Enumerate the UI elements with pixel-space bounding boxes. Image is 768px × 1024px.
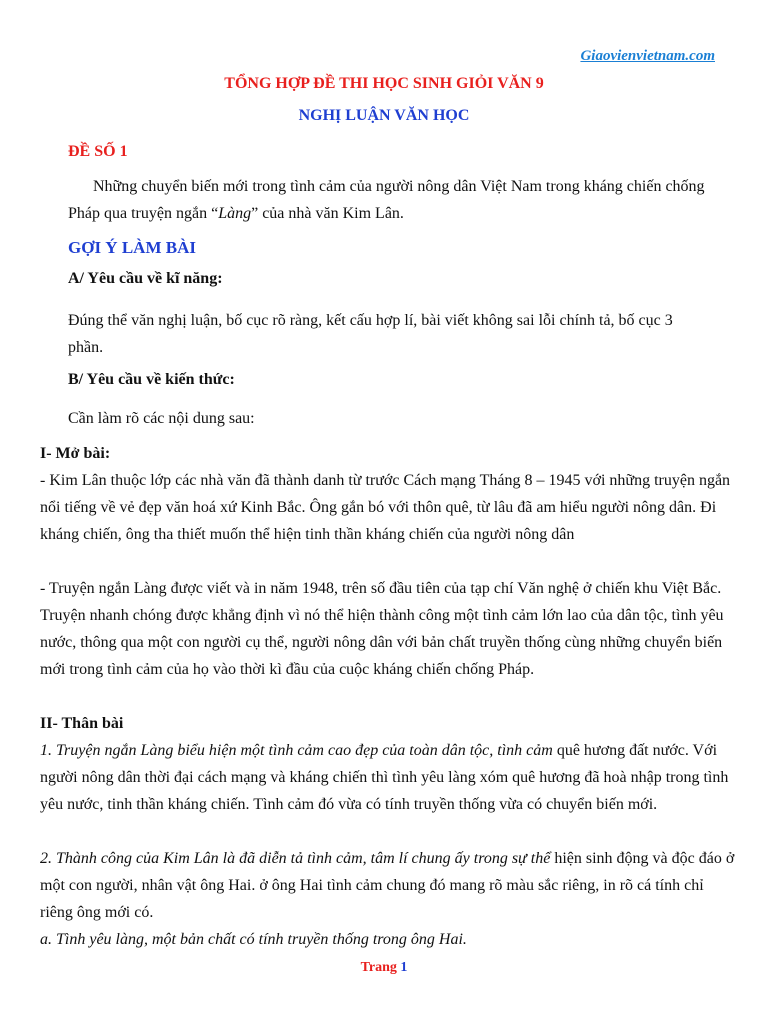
document-title: TỔNG HỢP ĐỀ THI HỌC SINH GIỎI VĂN 9 bbox=[224, 75, 544, 92]
body-item-a: a. Tình yêu làng, một bản chất có tính truyền thống trong ông Hai. bbox=[40, 931, 467, 948]
skills-text: Đúng thể văn nghị luận, bố cục rõ ràng, kết cấu hợp lí, bài viết không sai lỗi chính tả, bố cục 3 phần. bbox=[68, 312, 673, 356]
body-item-2: 2. Thành công của Kim Lân là đã diễn tả tình cảm, tâm lí chung ấy trong sự thể hiện sinh động và độc đáo ở một con người, nhân vật ông Hai. ở ông Hai tình cảm chung đó mang rõ màu sắc riêng, in rõ cá tính chỉ riêng ông mới có. bbox=[40, 850, 735, 921]
page-footer bbox=[0, 960, 768, 976]
page-label: Trang bbox=[360, 960, 397, 975]
page-number: 1 bbox=[400, 960, 408, 975]
intro-heading: I- Mở bài: bbox=[40, 445, 111, 462]
exam-label: ĐỀ SỐ 1 bbox=[68, 143, 128, 160]
intro-paragraph-2: - Truyện ngắn Làng được viết và in năm 1948, trên số đầu tiên của tạp chí Văn nghệ ở chiến khu Việt Bắc. Truyện nhanh chóng được khẳng định vì nó thể hiện thành công một tình cảm lớn lao của dân tộc, tình yêu nước, thông qua một con người cụ thể, người nông dân với bản chất truyền thống cùng những chuyển biến mới trong tình cảm của họ vào thời kì đầu của cuộc kháng chiến chống Pháp. bbox=[40, 580, 724, 678]
body-item-1: 1. Truyện ngắn Làng biểu hiện một tình cảm cao đẹp của toàn dân tộc, tình cảm quê hương đất nước. Với người nông dân thời đại cách mạng và kháng chiến thì tình yêu làng xóm quê hương đã hoà nhập trong tình yêu nước, tinh thần kháng chiến. Tình cảm đó vừa có tính truyền thống vừa có chuyển biến mới. bbox=[40, 742, 729, 813]
document-subtitle: NGHỊ LUẬN VĂN HỌC bbox=[298, 107, 470, 124]
intro-paragraph-1: - Kim Lân thuộc lớp các nhà văn đã thành danh từ trước Cách mạng Tháng 8 – 1945 với những truyện ngắn nổi tiếng về vẻ đẹp văn hoá xứ Kinh Bắc. Ông gắn bó với thôn quê, từ lâu đã am hiểu người nông dân. Đi kháng chiến, ông tha thiết muốn thể hiện tinh thần kháng chiến của người nông dân bbox=[40, 472, 731, 543]
exam-prompt: Những chuyển biến mới trong tình cảm của người nông dân Việt Nam trong kháng chiến chống Pháp qua truyện ngắn “Làng” của nhà văn Kim Lân. bbox=[68, 178, 705, 222]
guide-heading: GỢI Ý LÀM BÀI bbox=[68, 238, 196, 257]
body-heading: II- Thân bài bbox=[40, 715, 124, 732]
knowledge-heading: B/ Yêu cầu về kiến thức: bbox=[68, 371, 235, 388]
skills-heading: A/ Yêu cầu về kĩ năng: bbox=[68, 270, 223, 287]
story-title: Làng bbox=[218, 205, 252, 222]
site-link[interactable]: Giaovienvietnam.com bbox=[580, 48, 715, 64]
knowledge-intro: Cần làm rõ các nội dung sau: bbox=[68, 410, 255, 427]
